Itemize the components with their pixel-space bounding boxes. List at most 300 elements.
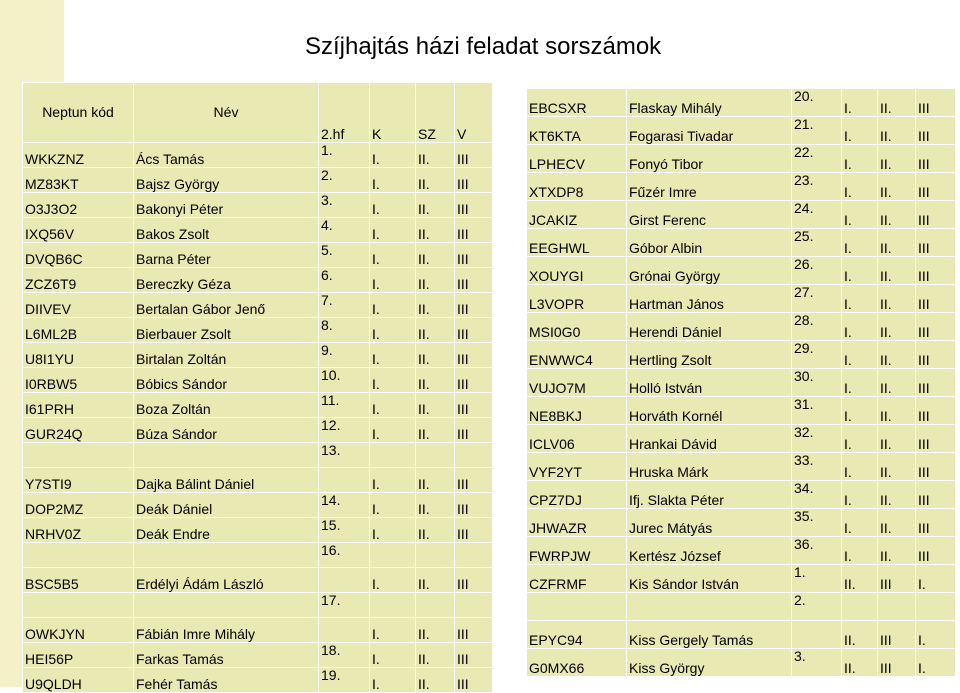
- assignment-number-cell: [319, 468, 370, 493]
- table-row: [527, 649, 956, 677]
- variant-k-cell: I.: [370, 193, 416, 218]
- right-table: [526, 88, 956, 677]
- variant-k-cell: [370, 593, 416, 618]
- variant-v-cell: III: [916, 173, 956, 201]
- variant-k-cell: I.: [842, 201, 878, 229]
- variant-sz-cell: II.: [878, 285, 916, 313]
- assignment-number-cell: 9.: [319, 343, 370, 368]
- assignment-number-cell: 2.: [319, 168, 370, 193]
- student-name-cell: Jurec Mátyás: [627, 509, 792, 537]
- student-name-cell: Góbor Albin: [627, 229, 792, 257]
- variant-sz-cell: II.: [878, 537, 916, 565]
- variant-v-cell: III: [455, 668, 493, 693]
- variant-k-cell: I.: [842, 369, 878, 397]
- variant-sz-cell: II.: [416, 568, 455, 593]
- table-row: [23, 668, 493, 693]
- neptun-code-cell: OWKJYN: [23, 618, 134, 643]
- variant-v-cell: III: [455, 218, 493, 243]
- variant-k-cell: I.: [370, 643, 416, 668]
- student-name-cell: Bertalan Gábor Jenő: [134, 293, 319, 318]
- neptun-code-cell: DVQB6C: [23, 243, 134, 268]
- variant-k-cell: I.: [370, 268, 416, 293]
- variant-sz-cell: II.: [416, 643, 455, 668]
- variant-sz-cell: II.: [878, 117, 916, 145]
- variant-k-cell: I.: [370, 393, 416, 418]
- neptun-code-cell: O3J3O2: [23, 193, 134, 218]
- variant-v-cell: [455, 543, 493, 568]
- table-row: [23, 418, 493, 443]
- neptun-code-cell: ZCZ6T9: [23, 268, 134, 293]
- table-row: [527, 313, 956, 341]
- student-name-cell: Herendi Dániel: [627, 313, 792, 341]
- table-row: [527, 593, 956, 621]
- neptun-code-cell: IXQ56V: [23, 218, 134, 243]
- student-name-cell: [134, 593, 319, 618]
- variant-v-cell: III: [455, 293, 493, 318]
- variant-k-cell: I.: [370, 493, 416, 518]
- table-row: [23, 443, 493, 468]
- table-row: [23, 143, 493, 168]
- variant-v-cell: III: [455, 168, 493, 193]
- student-name-cell: Bierbauer Zsolt: [134, 318, 319, 343]
- variant-v-cell: I.: [916, 649, 956, 677]
- neptun-code-cell: MSI0G0: [527, 313, 627, 341]
- table-row: [23, 518, 493, 543]
- student-name-cell: Kis Sándor István: [627, 565, 792, 593]
- neptun-code-cell: NRHV0Z: [23, 518, 134, 543]
- table-row: [527, 173, 956, 201]
- table-row: [527, 453, 956, 481]
- neptun-code-cell: U9QLDH: [23, 668, 134, 693]
- assignment-number-cell: [319, 568, 370, 593]
- assignment-number-cell: 16.: [319, 543, 370, 568]
- student-name-cell: Kiss György: [627, 649, 792, 677]
- table-row: [527, 229, 956, 257]
- neptun-code-cell: CPZ7DJ: [527, 481, 627, 509]
- assignment-number-cell: 12.: [319, 418, 370, 443]
- neptun-code-cell: [23, 593, 134, 618]
- variant-v-cell: III: [916, 313, 956, 341]
- table-row: [23, 193, 493, 218]
- neptun-code-cell: [23, 443, 134, 468]
- table-row: [23, 168, 493, 193]
- assignment-number-cell: 17.: [319, 593, 370, 618]
- variant-sz-cell: II.: [416, 618, 455, 643]
- student-name-cell: Erdélyi Ádám László: [134, 568, 319, 593]
- neptun-code-cell: JCAKIZ: [527, 201, 627, 229]
- left-table: [22, 82, 493, 693]
- variant-k-cell: I.: [842, 145, 878, 173]
- table-row: [527, 481, 956, 509]
- variant-v-cell: III: [455, 193, 493, 218]
- assignment-number-cell: 21.: [792, 117, 842, 145]
- table-row: [23, 543, 493, 568]
- header-v: V: [455, 83, 493, 143]
- student-name-cell: Fonyó Tibor: [627, 145, 792, 173]
- variant-sz-cell: II.: [416, 168, 455, 193]
- variant-sz-cell: II.: [878, 369, 916, 397]
- table-row: [23, 618, 493, 643]
- variant-sz-cell: II.: [878, 173, 916, 201]
- variant-sz-cell: II.: [416, 343, 455, 368]
- neptun-code-cell: [527, 593, 627, 621]
- variant-sz-cell: II.: [416, 243, 455, 268]
- variant-k-cell: I.: [842, 285, 878, 313]
- table-row: [527, 117, 956, 145]
- student-name-cell: Kiss Gergely Tamás: [627, 621, 792, 649]
- assignment-number-cell: 24.: [792, 201, 842, 229]
- variant-k-cell: I.: [842, 229, 878, 257]
- assignment-number-cell: 31.: [792, 397, 842, 425]
- neptun-code-cell: XTXDP8: [527, 173, 627, 201]
- variant-v-cell: III: [916, 537, 956, 565]
- student-name-cell: [134, 443, 319, 468]
- variant-k-cell: I.: [370, 143, 416, 168]
- assignment-number-cell: 30.: [792, 369, 842, 397]
- variant-v-cell: [455, 593, 493, 618]
- variant-sz-cell: II.: [416, 668, 455, 693]
- neptun-code-cell: WKKZNZ: [23, 143, 134, 168]
- variant-sz-cell: II.: [878, 257, 916, 285]
- neptun-code-cell: FWRPJW: [527, 537, 627, 565]
- left-table-header-row: [23, 83, 493, 143]
- neptun-code-cell: L6ML2B: [23, 318, 134, 343]
- variant-sz-cell: II.: [416, 518, 455, 543]
- student-name-cell: Dajka Bálint Dániel: [134, 468, 319, 493]
- variant-v-cell: III: [916, 481, 956, 509]
- variant-sz-cell: II.: [878, 425, 916, 453]
- variant-v-cell: III: [455, 268, 493, 293]
- variant-v-cell: III: [455, 643, 493, 668]
- variant-sz-cell: II.: [416, 468, 455, 493]
- variant-k-cell: [842, 593, 878, 621]
- assignment-number-cell: 22.: [792, 145, 842, 173]
- student-name-cell: Fábián Imre Mihály: [134, 618, 319, 643]
- table-row: [23, 593, 493, 618]
- neptun-code-cell: LPHECV: [527, 145, 627, 173]
- variant-sz-cell: II.: [878, 89, 916, 117]
- variant-v-cell: III: [455, 368, 493, 393]
- assignment-number-cell: 23.: [792, 173, 842, 201]
- table-row: [527, 89, 956, 117]
- variant-sz-cell: [416, 543, 455, 568]
- variant-v-cell: III: [916, 341, 956, 369]
- student-name-cell: Farkas Tamás: [134, 643, 319, 668]
- variant-v-cell: III: [916, 117, 956, 145]
- variant-k-cell: I.: [842, 481, 878, 509]
- table-row: [23, 468, 493, 493]
- variant-k-cell: I.: [370, 343, 416, 368]
- variant-k-cell: I.: [842, 257, 878, 285]
- assignment-number-cell: 29.: [792, 341, 842, 369]
- variant-sz-cell: [878, 593, 916, 621]
- variant-k-cell: I.: [370, 243, 416, 268]
- variant-k-cell: I.: [370, 668, 416, 693]
- variant-v-cell: III: [916, 453, 956, 481]
- variant-v-cell: III: [916, 145, 956, 173]
- variant-v-cell: III: [455, 618, 493, 643]
- assignment-number-cell: 15.: [319, 518, 370, 543]
- neptun-code-cell: XOUYGI: [527, 257, 627, 285]
- variant-k-cell: I.: [842, 89, 878, 117]
- assignment-number-cell: 10.: [319, 368, 370, 393]
- student-name-cell: Deák Endre: [134, 518, 319, 543]
- student-name-cell: Bereczky Géza: [134, 268, 319, 293]
- student-name-cell: Grónai György: [627, 257, 792, 285]
- variant-v-cell: III: [455, 393, 493, 418]
- variant-k-cell: I.: [370, 168, 416, 193]
- variant-sz-cell: II.: [878, 145, 916, 173]
- variant-k-cell: I.: [370, 568, 416, 593]
- variant-v-cell: I.: [916, 565, 956, 593]
- variant-sz-cell: II.: [416, 293, 455, 318]
- table-row: [23, 493, 493, 518]
- variant-v-cell: III: [455, 243, 493, 268]
- header-sz: SZ: [416, 83, 455, 143]
- variant-v-cell: III: [455, 418, 493, 443]
- variant-v-cell: III: [916, 369, 956, 397]
- variant-v-cell: III: [916, 425, 956, 453]
- neptun-code-cell: ENWWC4: [527, 341, 627, 369]
- student-name-cell: Deák Dániel: [134, 493, 319, 518]
- table-row: [527, 425, 956, 453]
- header-hf-number: 2.hf: [319, 83, 370, 143]
- student-name-cell: Barna Péter: [134, 243, 319, 268]
- variant-v-cell: III: [916, 509, 956, 537]
- student-name-cell: [627, 593, 792, 621]
- variant-sz-cell: II.: [416, 143, 455, 168]
- student-name-cell: Flaskay Mihály: [627, 89, 792, 117]
- assignment-number-cell: 4.: [319, 218, 370, 243]
- student-name-cell: Hruska Márk: [627, 453, 792, 481]
- variant-k-cell: I.: [842, 537, 878, 565]
- variant-k-cell: I.: [370, 418, 416, 443]
- student-name-cell: Búza Sándor: [134, 418, 319, 443]
- assignment-number-cell: 33.: [792, 453, 842, 481]
- variant-sz-cell: II.: [878, 201, 916, 229]
- table-row: [527, 565, 956, 593]
- variant-k-cell: I.: [370, 468, 416, 493]
- right-table-body: [527, 89, 956, 677]
- student-name-cell: Bakos Zsolt: [134, 218, 319, 243]
- neptun-code-cell: I0RBW5: [23, 368, 134, 393]
- student-name-cell: Hertling Zsolt: [627, 341, 792, 369]
- variant-sz-cell: II.: [878, 229, 916, 257]
- variant-sz-cell: II.: [878, 453, 916, 481]
- student-name-cell: Bóbics Sándor: [134, 368, 319, 393]
- variant-v-cell: III: [455, 468, 493, 493]
- neptun-code-cell: G0MX66: [527, 649, 627, 677]
- assignment-number-cell: 1.: [319, 143, 370, 168]
- assignment-number-cell: 26.: [792, 257, 842, 285]
- variant-k-cell: I.: [842, 341, 878, 369]
- neptun-code-cell: HEI56P: [23, 643, 134, 668]
- variant-k-cell: II.: [842, 565, 878, 593]
- neptun-code-cell: I61PRH: [23, 393, 134, 418]
- neptun-code-cell: L3VOPR: [527, 285, 627, 313]
- variant-sz-cell: II.: [878, 509, 916, 537]
- assignment-number-cell: 19.: [319, 668, 370, 693]
- variant-k-cell: I.: [370, 368, 416, 393]
- assignment-number-cell: 36.: [792, 537, 842, 565]
- neptun-code-cell: MZ83KT: [23, 168, 134, 193]
- left-table-body: [23, 83, 493, 693]
- neptun-code-cell: EPYC94: [527, 621, 627, 649]
- student-name-cell: Holló István: [627, 369, 792, 397]
- student-name-cell: Bakonyi Péter: [134, 193, 319, 218]
- variant-k-cell: I.: [842, 313, 878, 341]
- variant-v-cell: III: [455, 568, 493, 593]
- variant-sz-cell: II.: [416, 393, 455, 418]
- neptun-code-cell: CZFRMF: [527, 565, 627, 593]
- variant-k-cell: I.: [842, 509, 878, 537]
- variant-k-cell: I.: [370, 518, 416, 543]
- table-row: [527, 397, 956, 425]
- student-name-cell: Bajsz György: [134, 168, 319, 193]
- table-row: [527, 201, 956, 229]
- variant-k-cell: I.: [370, 618, 416, 643]
- student-name-cell: Horváth Kornél: [627, 397, 792, 425]
- variant-sz-cell: II.: [416, 268, 455, 293]
- assignment-number-cell: [792, 621, 842, 649]
- table-row: [527, 537, 956, 565]
- assignment-number-cell: 3.: [319, 193, 370, 218]
- variant-v-cell: III: [455, 518, 493, 543]
- assignment-number-cell: 14.: [319, 493, 370, 518]
- table-row: [23, 268, 493, 293]
- table-row: [23, 568, 493, 593]
- neptun-code-cell: JHWAZR: [527, 509, 627, 537]
- variant-k-cell: [370, 543, 416, 568]
- assignment-number-cell: 25.: [792, 229, 842, 257]
- neptun-code-cell: Y7STI9: [23, 468, 134, 493]
- assignment-number-cell: [319, 618, 370, 643]
- variant-sz-cell: [416, 593, 455, 618]
- variant-k-cell: II.: [842, 621, 878, 649]
- assignment-number-cell: 3.: [792, 649, 842, 677]
- student-name-cell: Ifj. Slakta Péter: [627, 481, 792, 509]
- student-name-cell: [134, 543, 319, 568]
- variant-v-cell: III: [916, 397, 956, 425]
- assignment-number-cell: 27.: [792, 285, 842, 313]
- variant-v-cell: III: [916, 285, 956, 313]
- neptun-code-cell: NE8BKJ: [527, 397, 627, 425]
- variant-k-cell: I.: [370, 218, 416, 243]
- neptun-code-cell: BSC5B5: [23, 568, 134, 593]
- table-row: [527, 369, 956, 397]
- variant-sz-cell: II.: [878, 313, 916, 341]
- student-name-cell: Hrankai Dávid: [627, 425, 792, 453]
- variant-k-cell: II.: [842, 649, 878, 677]
- header-k: K: [370, 83, 416, 143]
- variant-v-cell: III: [455, 318, 493, 343]
- neptun-code-cell: EEGHWL: [527, 229, 627, 257]
- variant-k-cell: [370, 443, 416, 468]
- table-row: [527, 509, 956, 537]
- student-name-cell: Birtalan Zoltán: [134, 343, 319, 368]
- variant-sz-cell: II.: [416, 493, 455, 518]
- neptun-code-cell: DIIVEV: [23, 293, 134, 318]
- assignment-number-cell: 5.: [319, 243, 370, 268]
- assignment-number-cell: 28.: [792, 313, 842, 341]
- variant-sz-cell: II.: [878, 341, 916, 369]
- variant-sz-cell: [416, 443, 455, 468]
- assignment-number-cell: 20.: [792, 89, 842, 117]
- variant-v-cell: III: [916, 257, 956, 285]
- neptun-code-cell: GUR24Q: [23, 418, 134, 443]
- page-title: Szíjhajtás házi feladat sorszámok: [305, 33, 662, 60]
- variant-sz-cell: III: [878, 621, 916, 649]
- assignment-number-cell: 11.: [319, 393, 370, 418]
- variant-k-cell: I.: [370, 318, 416, 343]
- variant-sz-cell: II.: [878, 481, 916, 509]
- neptun-code-cell: [23, 543, 134, 568]
- variant-v-cell: III: [455, 143, 493, 168]
- assignment-number-cell: 6.: [319, 268, 370, 293]
- student-name-cell: Kertész József: [627, 537, 792, 565]
- neptun-code-cell: DOP2MZ: [23, 493, 134, 518]
- assignment-number-cell: 2.: [792, 593, 842, 621]
- neptun-code-cell: EBCSXR: [527, 89, 627, 117]
- assignment-number-cell: 35.: [792, 509, 842, 537]
- table-row: [527, 285, 956, 313]
- variant-k-cell: I.: [842, 397, 878, 425]
- student-name-cell: Fogarasi Tivadar: [627, 117, 792, 145]
- header-neptun-code: Neptun kód: [23, 83, 134, 143]
- variant-v-cell: III: [455, 343, 493, 368]
- variant-v-cell: [916, 593, 956, 621]
- table-row: [527, 145, 956, 173]
- neptun-code-cell: U8I1YU: [23, 343, 134, 368]
- variant-sz-cell: II.: [416, 218, 455, 243]
- table-row: [23, 293, 493, 318]
- header-name: Név: [134, 83, 319, 143]
- student-name-cell: Fehér Tamás: [134, 668, 319, 693]
- student-name-cell: Boza Zoltán: [134, 393, 319, 418]
- variant-v-cell: III: [916, 229, 956, 257]
- variant-k-cell: I.: [842, 117, 878, 145]
- variant-sz-cell: II.: [416, 193, 455, 218]
- student-name-cell: Girst Ferenc: [627, 201, 792, 229]
- assignment-number-cell: 34.: [792, 481, 842, 509]
- variant-k-cell: I.: [370, 293, 416, 318]
- table-row: [527, 621, 956, 649]
- variant-v-cell: III: [455, 493, 493, 518]
- student-name-cell: Hartman János: [627, 285, 792, 313]
- variant-sz-cell: II.: [416, 368, 455, 393]
- table-row: [23, 318, 493, 343]
- assignment-number-cell: 32.: [792, 425, 842, 453]
- table-row: [23, 243, 493, 268]
- variant-sz-cell: II.: [878, 397, 916, 425]
- variant-k-cell: I.: [842, 453, 878, 481]
- assignment-number-cell: 1.: [792, 565, 842, 593]
- table-row: [23, 393, 493, 418]
- neptun-code-cell: ICLV06: [527, 425, 627, 453]
- assignment-number-cell: 7.: [319, 293, 370, 318]
- variant-v-cell: III: [916, 89, 956, 117]
- variant-sz-cell: II.: [416, 318, 455, 343]
- table-row: [23, 368, 493, 393]
- variant-k-cell: I.: [842, 425, 878, 453]
- variant-sz-cell: II.: [416, 418, 455, 443]
- assignment-number-cell: 13.: [319, 443, 370, 468]
- student-name-cell: Ács Tamás: [134, 143, 319, 168]
- variant-v-cell: I.: [916, 621, 956, 649]
- neptun-code-cell: VUJO7M: [527, 369, 627, 397]
- table-row: [23, 343, 493, 368]
- student-name-cell: Fűzér Imre: [627, 173, 792, 201]
